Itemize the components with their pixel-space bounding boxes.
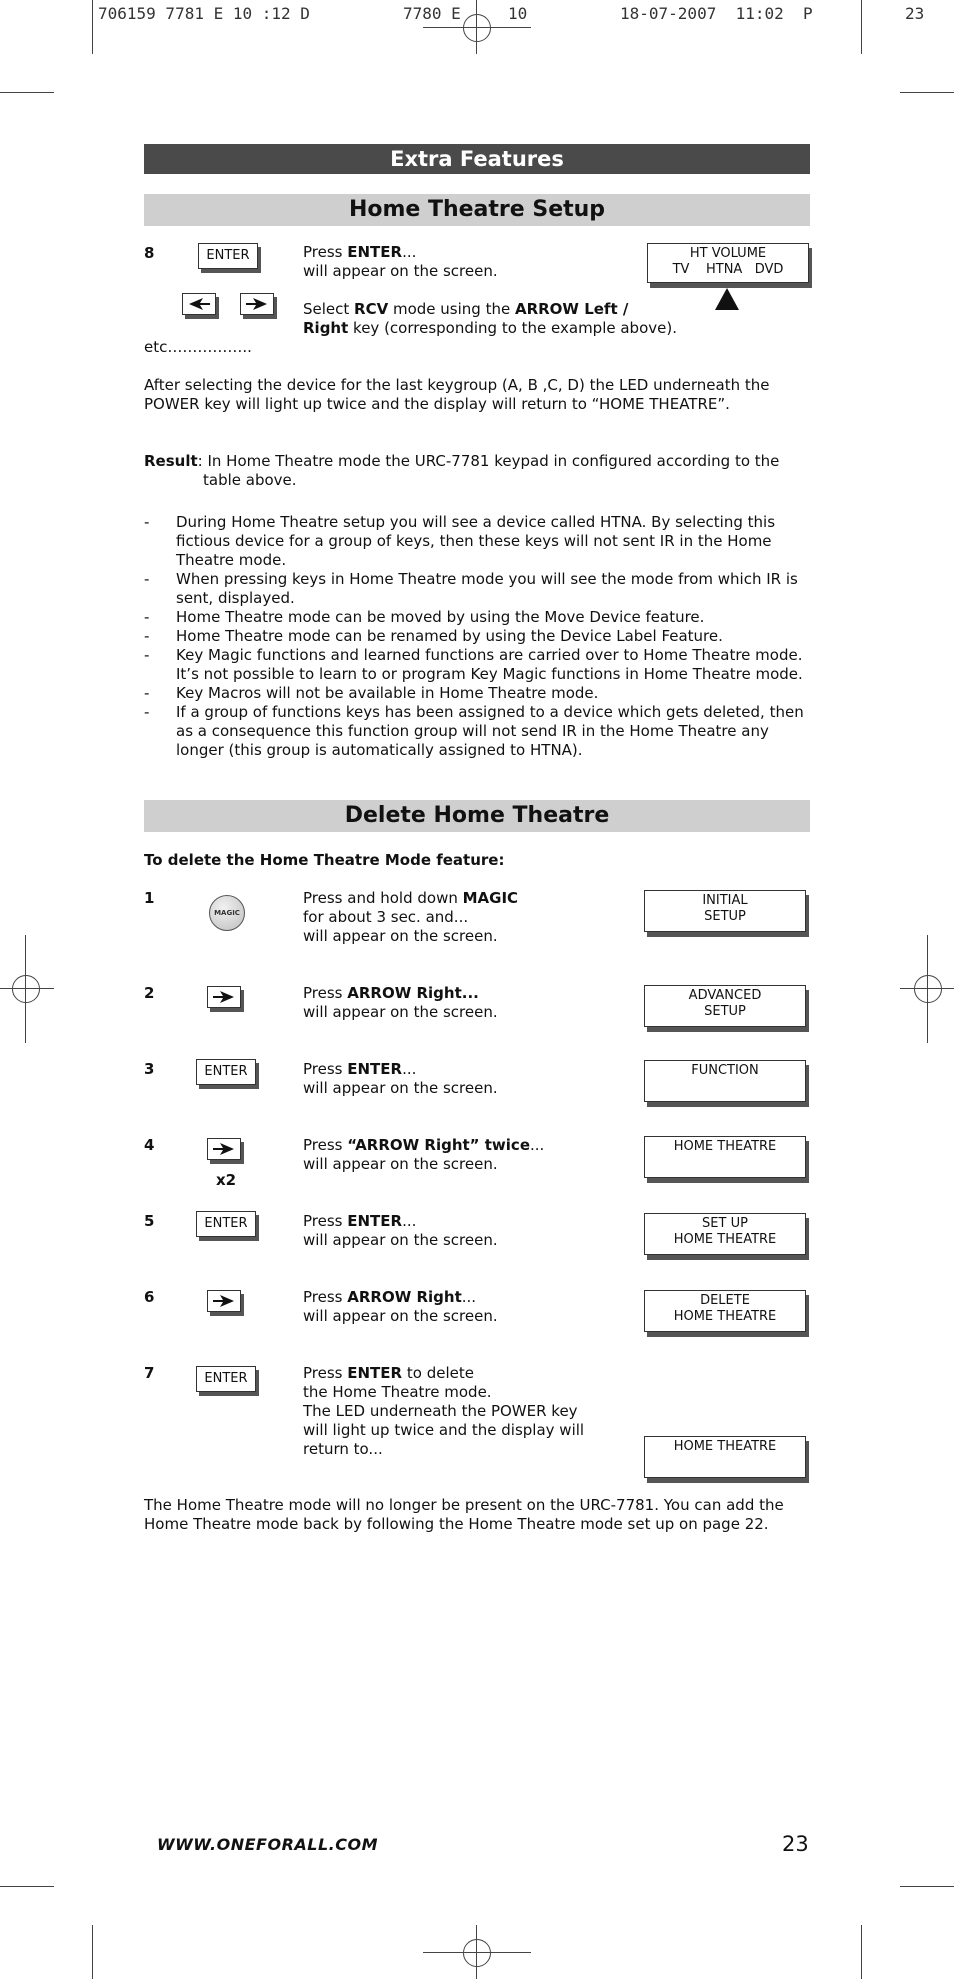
magic-key-icon: MAGIC bbox=[209, 895, 245, 931]
enter-key-icon: ENTER bbox=[198, 243, 258, 269]
section-title-home-theatre-setup: Home Theatre Setup bbox=[144, 194, 810, 226]
etc-text: etc…………….. bbox=[144, 338, 252, 356]
arrow-right-key-icon bbox=[240, 293, 274, 315]
crop-mark bbox=[92, 1925, 93, 1979]
delete-intro: To delete the Home Theatre Mode feature: bbox=[144, 851, 505, 869]
step1-line1: Press and hold down MAGIC bbox=[303, 889, 519, 907]
crop-mark bbox=[0, 988, 54, 989]
step1-line3: will appear on the screen. bbox=[303, 927, 498, 945]
step6-line2: will appear on the screen. bbox=[303, 1307, 498, 1325]
step5-line2: will appear on the screen. bbox=[303, 1231, 498, 1249]
bullet-item: - If a group of functions keys has been assigned to a device which gets deleted, then as a consequence this function group will not send IR in the Home Theatre any longer (this group is automatically assigned to HTNA). bbox=[144, 703, 804, 759]
step3-line1: Press ENTER... bbox=[303, 1060, 417, 1078]
step8-line1: Press ENTER... bbox=[303, 243, 417, 261]
step2-line2: will appear on the screen. bbox=[303, 1003, 498, 1021]
bullet-item: - When pressing keys in Home Theatre mode you will see the mode from which IR is sent, displayed. bbox=[144, 570, 798, 607]
bullet-item: - During Home Theatre setup you will see a device called HTNA. By selecting this fictious device for a group of keys, then these keys will not sent IR in the Home Theatre mode. bbox=[144, 513, 776, 569]
step2-line1: Press ARROW Right... bbox=[303, 984, 479, 1002]
step-number: 7 bbox=[144, 1364, 155, 1382]
step7-line5: return to... bbox=[303, 1440, 383, 1458]
step-number: 6 bbox=[144, 1288, 155, 1306]
step7-line4: will light up twice and the display will bbox=[303, 1421, 585, 1439]
lcd-display-setup-home-theatre: SET UP HOME THEATRE bbox=[644, 1213, 806, 1255]
crop-mark bbox=[927, 935, 928, 1043]
crop-mark bbox=[0, 92, 54, 93]
enter-key-icon: ENTER bbox=[196, 1059, 256, 1085]
lcd-line2: TV HTNA DVD bbox=[672, 262, 784, 277]
crop-mark bbox=[900, 1886, 954, 1887]
closing-paragraph: The Home Theatre mode will no longer be present on the URC-7781. You can add the Home Theatre mode back by following the Home Theatre mode set up on page 22. bbox=[144, 1496, 784, 1533]
arrow-right-key-icon bbox=[207, 986, 241, 1008]
lcd-display-initial-setup: INITIAL SETUP bbox=[644, 890, 806, 932]
step-number: 2 bbox=[144, 984, 155, 1002]
lcd-display-delete-home-theatre: DELETE HOME THEATRE bbox=[644, 1290, 806, 1332]
registration-mark-bottom bbox=[463, 1939, 491, 1967]
registration-mark-right bbox=[914, 975, 942, 1003]
arrow-right-key-icon bbox=[207, 1290, 241, 1312]
crop-mark bbox=[423, 1952, 531, 1953]
step-number: 3 bbox=[144, 1060, 155, 1078]
print-datetime: 18-07-2007 11:02 P bbox=[620, 4, 813, 23]
lcd-display-home-theatre-final: HOME THEATRE bbox=[644, 1436, 806, 1478]
crop-mark bbox=[476, 0, 477, 54]
result-line1: Result: In Home Theatre mode the URC-7781 keypad in configured according to the bbox=[144, 452, 780, 470]
step7-line3: The LED underneath the POWER key bbox=[303, 1402, 578, 1420]
step-number: 5 bbox=[144, 1212, 155, 1230]
footer-url: WWW.ONEFORALL.COM bbox=[157, 1835, 379, 1854]
crop-mark bbox=[861, 1925, 862, 1979]
section-title-delete-home-theatre: Delete Home Theatre bbox=[144, 800, 810, 832]
step-number: 1 bbox=[144, 889, 155, 907]
registration-mark-left bbox=[12, 975, 40, 1003]
enter-key-icon: ENTER bbox=[196, 1211, 256, 1237]
result-line2: table above. bbox=[203, 471, 297, 489]
arrow-right-key-icon bbox=[207, 1138, 241, 1160]
step3-line2: will appear on the screen. bbox=[303, 1079, 498, 1097]
lcd-display-advanced-setup: ADVANCED SETUP bbox=[644, 985, 806, 1027]
step4-line2: will appear on the screen. bbox=[303, 1155, 498, 1173]
registration-mark-top bbox=[463, 14, 491, 42]
bullet-item: - Key Magic functions and learned functions are carried over to Home Theatre mode. It’s not possible to learn to or program Key Magic functions in Home Theatre mode. bbox=[144, 646, 803, 683]
lcd-line1: HT VOLUME bbox=[689, 246, 767, 261]
bullet-item: - Home Theatre mode can be renamed by using the Device Label Feature. bbox=[144, 627, 723, 645]
print-page-ref: 10 bbox=[508, 4, 528, 23]
bullet-item: - Key Macros will not be available in Home Theatre mode. bbox=[144, 684, 599, 702]
step7-line2: the Home Theatre mode. bbox=[303, 1383, 492, 1401]
crop-mark bbox=[423, 27, 531, 28]
crop-mark bbox=[861, 0, 862, 54]
step8-line2: will appear on the screen. bbox=[303, 262, 498, 280]
title-bar-extra-features: Extra Features bbox=[144, 144, 810, 174]
step6-line1: Press ARROW Right... bbox=[303, 1288, 477, 1306]
times-two-label: x2 bbox=[216, 1171, 237, 1189]
crop-mark bbox=[476, 1925, 477, 1979]
step7-line1: Press ENTER to delete bbox=[303, 1364, 474, 1382]
print-model: 7780 E bbox=[403, 4, 461, 23]
print-job-id: 706159 7781 E 10 :12 D bbox=[98, 4, 310, 23]
pointer-triangle-icon bbox=[712, 286, 742, 312]
lcd-display-home-theatre: HOME THEATRE bbox=[644, 1136, 806, 1178]
print-page: 23 bbox=[905, 4, 925, 23]
step8-line4: Right key (corresponding to the example above). bbox=[303, 319, 677, 337]
step4-line1: Press “ARROW Right” twice... bbox=[303, 1136, 545, 1154]
bullet-item: - Home Theatre mode can be moved by using the Move Device feature. bbox=[144, 608, 705, 626]
lcd-display-ht-volume bbox=[647, 243, 809, 283]
crop-mark bbox=[900, 92, 954, 93]
crop-mark bbox=[0, 1886, 54, 1887]
lcd-display-function: FUNCTION bbox=[644, 1060, 806, 1102]
step8-line3: Select RCV mode using the ARROW Left / bbox=[303, 300, 629, 318]
footer-page-number: 23 bbox=[782, 1832, 809, 1856]
after-selecting-paragraph: After selecting the device for the last keygroup (A, B ,C, D) the LED underneath the POWER key will light up twice and the display will return to “HOME THEATRE”. bbox=[144, 376, 770, 413]
crop-mark bbox=[92, 0, 93, 54]
step1-line2: for about 3 sec. and... bbox=[303, 908, 469, 926]
enter-key-icon: ENTER bbox=[196, 1366, 256, 1392]
step-number: 8 bbox=[144, 244, 155, 262]
arrow-left-key-icon bbox=[182, 293, 216, 315]
step5-line1: Press ENTER... bbox=[303, 1212, 417, 1230]
step-number: 4 bbox=[144, 1136, 155, 1154]
crop-mark bbox=[25, 935, 26, 1043]
